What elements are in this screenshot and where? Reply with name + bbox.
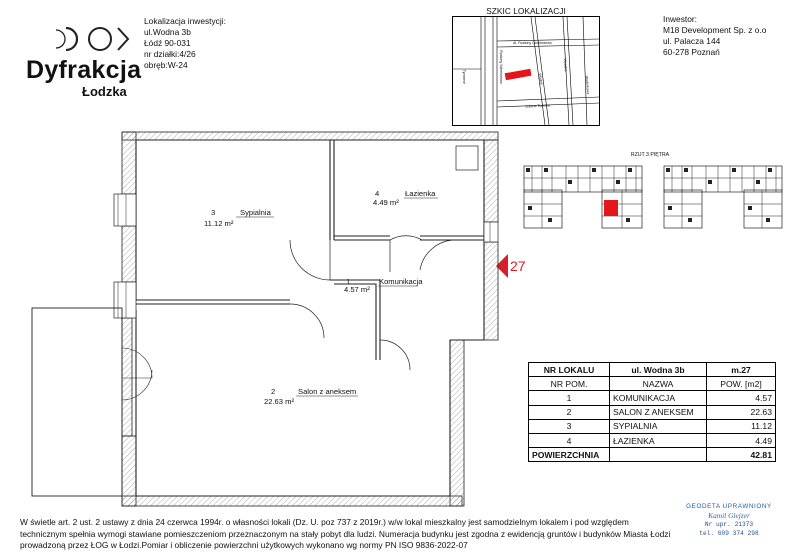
table-column-header: NAZWA <box>610 377 707 391</box>
table-cell-num: 3 <box>529 419 610 433</box>
investor-line: 60-278 Poznań <box>663 47 720 57</box>
table-column-header: NR POM. <box>529 377 610 391</box>
room-1-number: 1 <box>346 277 351 286</box>
table-cell-area: 22.63 <box>707 405 776 419</box>
table-header-row <box>529 363 776 377</box>
surveyor-stamp <box>686 502 772 538</box>
sketch-title: SZKIC LOKALIZACJI <box>486 6 566 16</box>
table-cell-num: 1 <box>529 391 610 405</box>
table-row <box>529 391 776 405</box>
table-cell-num: 4 <box>529 433 610 447</box>
stamp-license: Nr upr. 21373 <box>704 521 754 528</box>
table-header-cell: m.27 <box>707 363 776 377</box>
location-line: obręb:W-24 <box>144 60 188 70</box>
table-cell-area: 4.49 <box>707 433 776 447</box>
table-total-label: POWIERZCHNIA <box>529 448 610 462</box>
table-cell-name: ŁAZIENKA <box>610 433 707 447</box>
room-1-area: 4.57 m² <box>344 285 370 294</box>
bathroom-shower <box>456 146 478 170</box>
room-4-area: 4.49 m² <box>373 198 399 207</box>
unit-highlight <box>604 200 618 216</box>
table-total-spacer <box>610 448 707 462</box>
floor-overview-plan <box>522 160 784 232</box>
brand-subtitle: Łodzka <box>82 84 127 99</box>
table-cell-name: SYPIALNIA <box>610 419 707 433</box>
table-cell-area: 11.12 <box>707 419 776 433</box>
investor-line: ul. Palacza 144 <box>663 36 721 46</box>
investor-info <box>663 14 766 58</box>
room-2-area: 22.63 m² <box>264 397 294 406</box>
table-column-row <box>529 377 776 391</box>
location-line: ul.Wodna 3b <box>144 27 191 37</box>
room-4-name: Łazienka <box>405 189 436 198</box>
room-2-number: 2 <box>271 387 276 396</box>
street-label: Tymienie <box>462 69 467 85</box>
table-cell-area: 4.57 <box>707 391 776 405</box>
location-line: Łódź 90-031 <box>144 38 191 48</box>
room-3-area: 11.12 m² <box>204 219 234 228</box>
table-total-value: 42.81 <box>707 448 776 462</box>
stamp-title: GEODETA UPRAWNIONY <box>686 503 772 510</box>
location-heading: Lokalizacja inwestycji: <box>144 16 226 26</box>
room-4-number: 4 <box>375 189 380 198</box>
table-row <box>529 433 776 447</box>
location-line: nr działki:4/26 <box>144 49 196 59</box>
area-summary-table <box>528 362 776 462</box>
table-row <box>529 419 776 433</box>
table-header-cell: NR LOKALU <box>529 363 610 377</box>
table-total-row <box>529 448 776 462</box>
table-cell-name: KOMUNIKACJA <box>610 391 707 405</box>
stamp-name: Kamil Glejzer <box>708 511 750 520</box>
room-1-name: Komunikacja <box>379 277 423 286</box>
room-3-number: 3 <box>211 208 216 217</box>
street-label: Al. Rodziny Grohmanów <box>513 41 552 45</box>
room-2-name: Salon z aneksem <box>298 387 357 396</box>
table-cell-name: SALON Z ANEKSEM <box>610 405 707 419</box>
stamp-phone: tel. 609 374 298 <box>699 530 759 537</box>
room-3-name: Sypialnia <box>240 208 271 217</box>
floor-overview-label: RZUT 3 PIĘTRA <box>630 152 670 158</box>
street-label: Wysoka <box>562 58 568 72</box>
street-label: Rodziny Scheiblerów <box>498 50 503 84</box>
street-label: Wodnikowa <box>584 75 591 95</box>
table-row <box>529 405 776 419</box>
unit-marker-number: 27 <box>510 258 526 274</box>
investor-line: M18 Development Sp. z o.o <box>663 25 767 35</box>
table-column-header: POW. [m2] <box>707 377 776 391</box>
balcony-outline <box>32 308 122 496</box>
legal-footnote: W świetle art. 2 ust. 2 ustawy z dnia 24 czerwca 1994r. o własności lokali (Dz. U. poz 737 z 2019r.) w/w lokal mieszkalny jest samodzielnym lokalem i pod względem technicznym spełnia wymogi stawiane pomieszczeniom przeznaczonym na stały pobyt dla ludzi. Numeracja budynku jest zgodna z ewidencją gruntów i budynków Miasta Łodzi prowadzoną przez ŁOG w Łodzi.Pomiar i obliczenie powierzchni użytkowych wykonano wg normy PN ISO 9836-2022-07 <box>20 517 671 550</box>
table-cell-num: 2 <box>529 405 610 419</box>
street-label: Juliana Tuwima <box>524 103 550 109</box>
street-label: Wodna <box>537 73 544 85</box>
table-header-cell: ul. Wodna 3b <box>610 363 707 377</box>
investor-heading: Inwestor: <box>663 14 697 24</box>
brand-name: Dyfrakcja <box>26 56 142 84</box>
